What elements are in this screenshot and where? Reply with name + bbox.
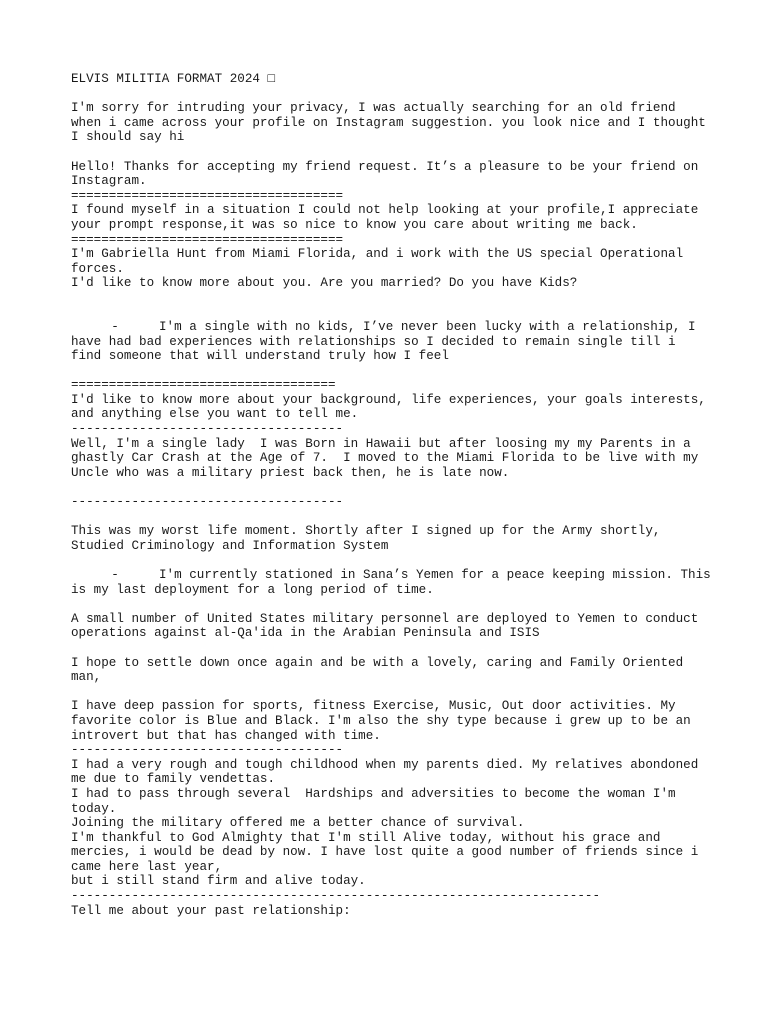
- paragraph-introduction: I'm Gabriella Hunt from Miami Florida, and i work with the US special Operational forces.: [71, 247, 691, 276]
- spacer: [71, 145, 711, 160]
- paragraph-background: Well, I'm a single lady I was Born in Hawaii but after loosing my my Parents in a ghastly Car Crash at the Age of 7. I moved to the Miami Florida to be live with my Uncle who was a military priest back then, he is late now.: [71, 436, 706, 480]
- document-title: ELVIS MILITIA FORMAT 2024 □: [71, 72, 276, 86]
- spacer: [71, 510, 711, 525]
- spacer: [71, 641, 711, 656]
- document-body: [71, 72, 719, 918]
- bullet-text: I'm currently stationed in Sana’s Yemen for a peace keeping mission. This is my last deployment for a long period of time.: [71, 568, 719, 597]
- separator-line: ====================================: [71, 188, 344, 203]
- paragraph-greeting: Hello! Thanks for accepting my friend request. It’s a pleasure to be your friend on Instagram.: [71, 159, 706, 189]
- paragraph-military: Joining the military offered me a better chance of survival.: [71, 816, 525, 831]
- spacer: [71, 553, 711, 568]
- spacer: [71, 364, 711, 379]
- paragraph-yemen: A small number of United States military personnel are deployed to Yemen to conduct operations against al-Qa'ida in the Arabian Peninsula and ISIS: [71, 611, 706, 641]
- separator-line: ====================================: [71, 232, 344, 247]
- bullet-item-single: [71, 320, 711, 364]
- paragraph-stand-firm: but i still stand firm and alive today.: [71, 874, 366, 889]
- spacer: [71, 597, 711, 612]
- bullet-dash: -: [111, 568, 119, 582]
- paragraph-army: This was my worst life moment. Shortly after I signed up for the Army shortly, Studied Criminology and Information System: [71, 524, 669, 553]
- paragraph-background-question: I'd like to know more about your background, life experiences, your goals interests, and anything else you want to tell me.: [71, 392, 714, 422]
- spacer: [71, 291, 711, 320]
- paragraph-thankful: I'm thankful to God Almighty that I'm still Alive today, without his grace and mercies, i would be dead by now. I have lost quite a good number of friends since i came here last year,: [71, 830, 706, 874]
- separator-line: ------------------------------------: [71, 422, 344, 437]
- paragraph-response: I found myself in a situation I could not help looking at your profile,I appreciate your prompt response,it was so nice to know you care about writing me back.: [71, 203, 706, 232]
- spacer: [71, 480, 711, 495]
- paragraph-passion: I have deep passion for sports, fitness Exercise, Music, Out door activities. My favorite color is Blue and Black. I'm also the shy type because i grew up to be an introvert but that has changed with time.: [71, 699, 699, 743]
- bullet-text: I'm a single with no kids, I’ve never been lucky with a relationship, I have had bad experiences with relationships so I decided to remain single till i find someone that will understand truly how I feel: [71, 319, 704, 364]
- bullet-item-stationed: [71, 568, 719, 597]
- paragraph-intro: I'm sorry for intruding your privacy, I was actually searching for an old friend when i came across your profile on Instagram suggestion. you look nice and I thought I should say hi: [71, 101, 714, 145]
- spacer: [71, 685, 711, 700]
- spacer: [71, 87, 711, 102]
- paragraph-settle-down: I hope to settle down once again and be with a lovely, caring and Family Oriented man,: [71, 655, 691, 685]
- paragraph-childhood: I had a very rough and tough childhood when my parents died. My relatives abondoned me due to family vendettas.: [71, 757, 706, 787]
- separator-line: ------------------------------------: [71, 743, 344, 758]
- separator-line: ------------------------------------: [71, 495, 344, 510]
- separator-line-long: ----------------------------------------------------------------------: [71, 889, 601, 904]
- bullet-dash: -: [111, 319, 119, 334]
- paragraph-question: I'd like to know more about you. Are you married? Do you have Kids?: [71, 276, 578, 291]
- paragraph-hardships: I had to pass through several Hardships and adversities to become the woman I'm today.: [71, 786, 684, 816]
- separator-line: ===================================: [71, 378, 336, 393]
- paragraph-past-relationship: Tell me about your past relationship:: [71, 903, 351, 918]
